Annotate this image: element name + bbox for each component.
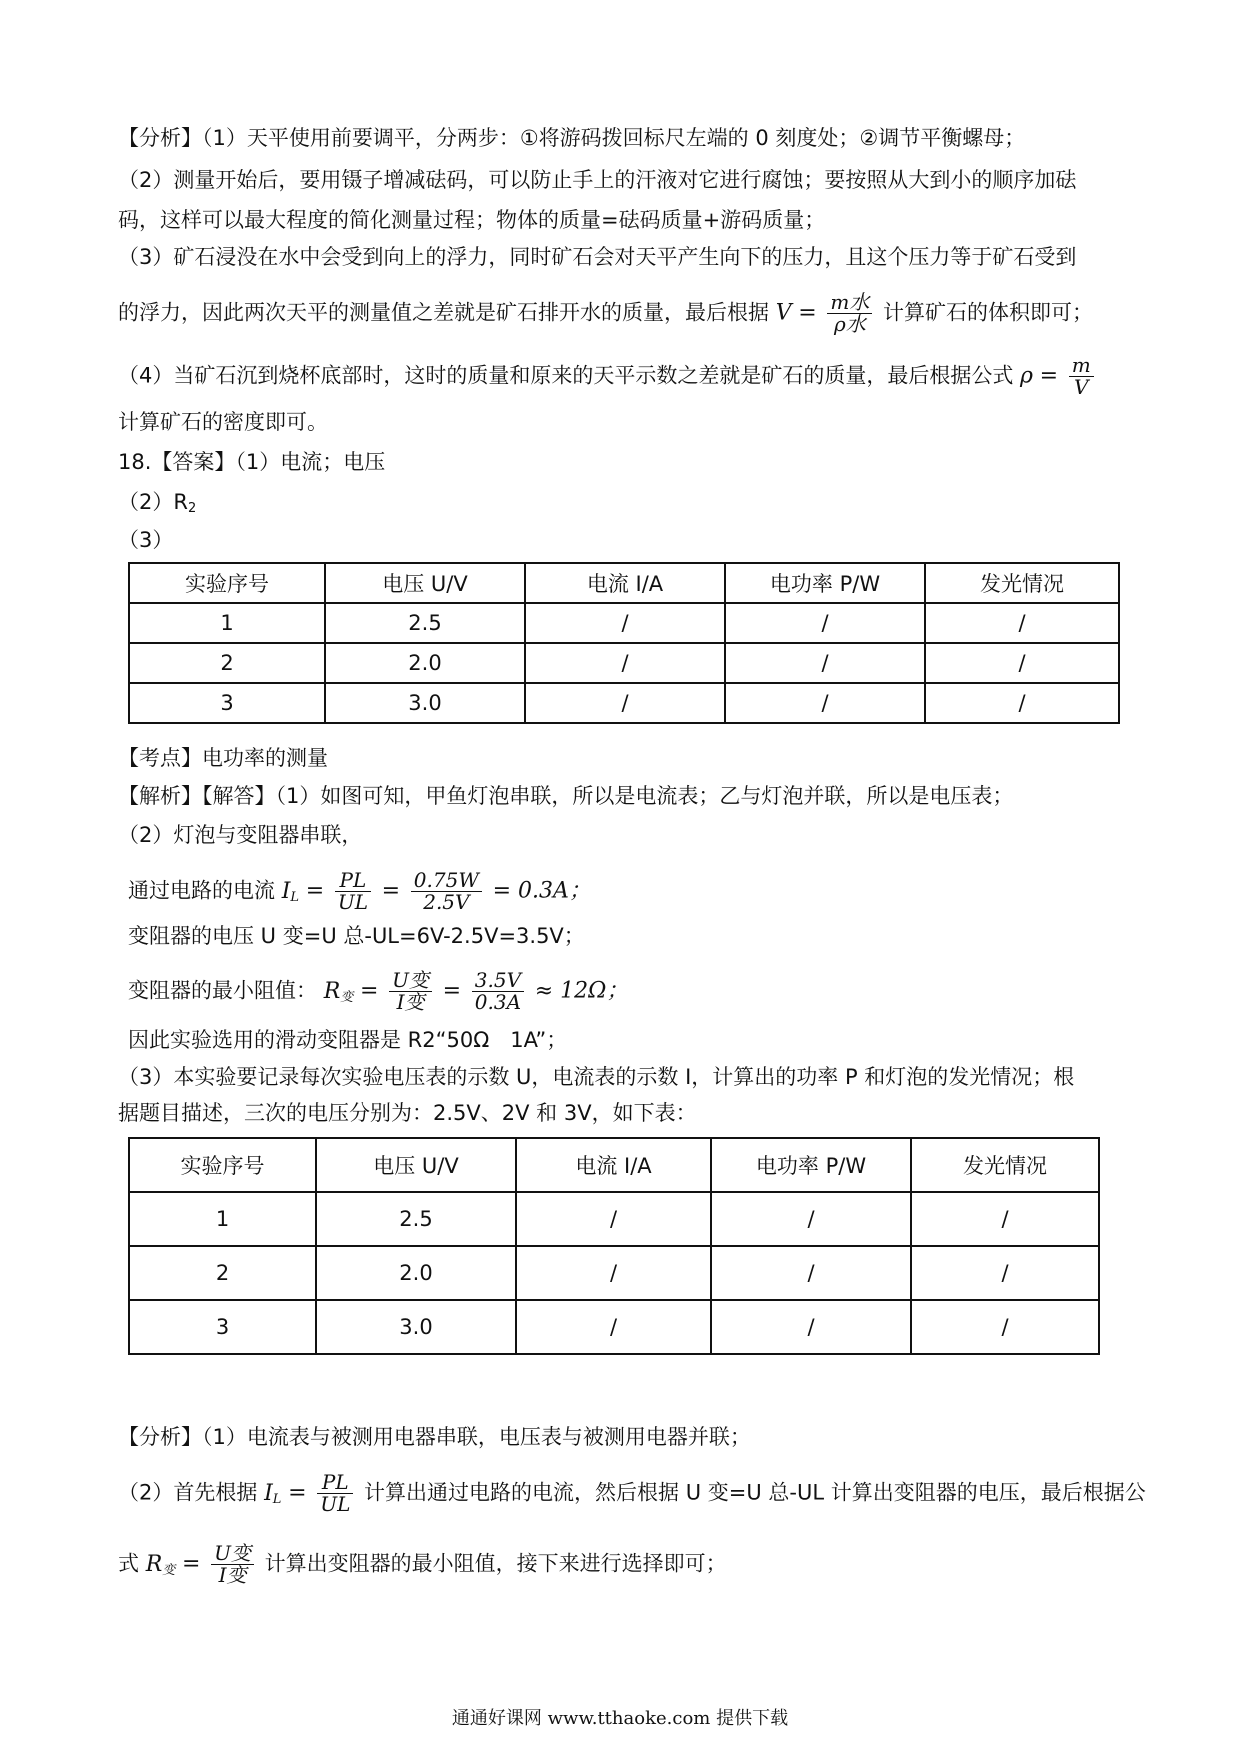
table-cell: /: [516, 1192, 711, 1246]
q18-part2: [118, 487, 196, 524]
table-cell: /: [711, 1192, 911, 1246]
q18-part3: （3）: [118, 528, 174, 552]
analysis-line-7: 计算矿石的密度即可。: [118, 410, 328, 434]
data-table-1: [128, 562, 1120, 724]
equals-sign: =: [181, 1551, 201, 1577]
equals-sign: =: [798, 300, 817, 326]
symbol-r: R: [145, 1551, 163, 1577]
fraction-denominator-rho-water: ρ水: [833, 312, 866, 336]
table-header-row: [129, 563, 1119, 603]
analysis-line-2: （2）测量开始后，要用镊子增减砝码，可以防止手上的汗液对它进行腐蚀；要按照从大到小的顺序加砝: [118, 168, 1077, 192]
table-cell: /: [525, 683, 725, 723]
volume-symbol: V: [775, 300, 792, 326]
equals-sign: =: [381, 878, 401, 904]
voltage-line: 变阻器的电压 U 变=U 总-UL=6V-2.5V=3.5V；: [128, 924, 585, 948]
table-cell: 3.0: [316, 1300, 516, 1354]
table-cell: /: [711, 1246, 911, 1300]
equals-sign: =: [442, 978, 462, 1004]
equals-sign: =: [305, 878, 325, 904]
value-fraction: [411, 870, 482, 913]
numerator-35v: 3.5V: [472, 970, 524, 992]
table-cell: /: [525, 643, 725, 683]
table-cell: /: [725, 603, 925, 643]
solution-part2: （2）灯泡与变阻器串联，: [118, 823, 363, 847]
analysis2-line-2: [118, 1472, 1146, 1515]
table-cell: /: [525, 603, 725, 643]
analysis2-line-2-text-a: （2）首先根据: [118, 1480, 258, 1505]
analysis-line-5: [118, 292, 1093, 335]
denominator-03a: 0.3A: [474, 990, 522, 1014]
current-formula-line: [128, 870, 591, 913]
table-header-cell: 电流 I/A: [516, 1138, 711, 1192]
page-footer: 通通好课网 www.tthaoke.com 提供下载: [451, 1708, 789, 1729]
analysis2-line-3: [118, 1543, 727, 1586]
equals-sign: =: [1039, 363, 1059, 389]
table-cell: 2.5: [325, 603, 525, 643]
table-cell: 2: [129, 643, 325, 683]
data-table-2: [128, 1137, 1100, 1355]
table-header-cell: 电压 U/V: [325, 563, 525, 603]
min-res-prefix: 变阻器的最小阻值：: [128, 978, 317, 1003]
table-cell: 1: [129, 1192, 316, 1246]
table-cell: /: [725, 643, 925, 683]
denominator-ul: UL: [337, 890, 368, 914]
table-header-cell: 实验序号: [129, 563, 325, 603]
table-row: [129, 1246, 1099, 1300]
table-header-cell: 实验序号: [129, 1138, 316, 1192]
table-header-cell: 电压 U/V: [316, 1138, 516, 1192]
part3-line-1: （3）本实验要记录每次实验电压表的示数 U，电流表的示数 I，计算出的功率 P 和灯泡的发光情况；根: [118, 1065, 1075, 1089]
table-cell: /: [911, 1300, 1099, 1354]
symbol-bian: 变: [162, 1562, 176, 1578]
part3-line-2: 据题目描述，三次的电压分别为：2.5V、2V 和 3V，如下表：: [118, 1101, 697, 1125]
current-prefix: 通过电路的电流: [128, 878, 275, 903]
table-cell: 3.0: [325, 683, 525, 723]
symbol-i: I: [281, 878, 291, 904]
table-header-cell: 发光情况: [925, 563, 1119, 603]
table-header-cell: 电功率 P/W: [711, 1138, 911, 1192]
analysis-line-4: （3）矿石浸没在水中会受到向上的浮力，同时矿石会对天平产生向下的压力，且这个压力等于矿石受到: [118, 245, 1077, 269]
analysis2-line-2-text-b: 计算出通过电路的电流，然后根据 U 变=U 总-UL 计算出变阻器的电压，最后根据公: [364, 1480, 1146, 1505]
table-cell: /: [725, 683, 925, 723]
table-cell: /: [925, 643, 1119, 683]
symbol-l: L: [290, 889, 300, 905]
analysis-line-6: [118, 355, 1098, 398]
fraction-denominator-v: V: [1074, 375, 1089, 399]
current-symbol: [282, 879, 299, 904]
density-symbol: ρ: [1020, 363, 1033, 389]
table-cell: /: [516, 1246, 711, 1300]
table-cell: /: [925, 683, 1119, 723]
rheostat-choice-line: 因此实验选用的滑动变阻器是 R2“50Ω 1A”；: [128, 1028, 568, 1052]
table-cell: 1: [129, 603, 325, 643]
numerator-pl: PL: [317, 1472, 353, 1494]
q18-part2-text: （2）R: [118, 490, 188, 514]
table-row: [129, 603, 1119, 643]
resistance-fraction: [389, 970, 432, 1013]
numerator-pl: PL: [335, 870, 371, 892]
analysis2-line-3-text-b: 计算出变阻器的最小阻值，接下来进行选择即可；: [264, 1551, 727, 1576]
resistance-value-fraction: [472, 970, 524, 1013]
table-cell: /: [925, 603, 1119, 643]
resistance-symbol: [324, 979, 354, 1004]
current-symbol: [264, 1481, 281, 1506]
table-row: [129, 683, 1119, 723]
fraction-numerator-m: m: [1069, 355, 1094, 377]
equals-sign: =: [288, 1480, 307, 1506]
density-fraction: [1069, 355, 1094, 398]
analysis-line-3: 码，这样可以最大程度的简化测量过程；物体的质量=砝码质量+游码质量；: [118, 208, 826, 232]
denominator-ibian: I变: [218, 1563, 247, 1587]
table-row: [129, 643, 1119, 683]
denominator-ibian: I变: [396, 990, 425, 1014]
analysis2-line-1: 【分析】（1）电流表与被测用电器串联，电压表与被测用电器并联；: [118, 1425, 751, 1449]
analysis2-line-3-text-a: 式: [118, 1551, 139, 1576]
table-cell: /: [911, 1192, 1099, 1246]
numerator-ubian: U变: [389, 970, 432, 992]
jiexi-line: 【解析】【解答】（1）如图可知，甲鱼灯泡串联，所以是电流表；乙与灯泡并联，所以是电压表；: [118, 784, 1014, 808]
table-cell: /: [516, 1300, 711, 1354]
fraction-numerator-m-water: m水: [827, 292, 872, 314]
min-res-result: ≈ 12Ω；: [534, 978, 629, 1004]
kaodian-line: 【考点】电功率的测量: [118, 746, 328, 770]
resistance-symbol: [146, 1552, 176, 1577]
table-header-cell: 发光情况: [911, 1138, 1099, 1192]
table-cell: /: [911, 1246, 1099, 1300]
table-row: [129, 1300, 1099, 1354]
table-cell: 2: [129, 1246, 316, 1300]
q18-part2-sub: 2: [187, 501, 197, 516]
table-header-cell: 电功率 P/W: [725, 563, 925, 603]
power-voltage-fraction: [335, 870, 371, 913]
analysis-line-6-text: （4）当矿石沉到烧杯底部时，这时的质量和原来的天平示数之差就是矿石的质量，最后根据公式: [118, 363, 1014, 388]
table-cell: 2.5: [316, 1192, 516, 1246]
analysis-line-5-text-b: 计算矿石的体积即可；: [883, 300, 1094, 325]
equals-sign: =: [359, 978, 379, 1004]
current-result: = 0.3A；: [492, 878, 591, 904]
table-cell: 2.0: [325, 643, 525, 683]
volume-fraction: [827, 292, 872, 335]
table-header-cell: 电流 I/A: [525, 563, 725, 603]
denominator-25v: 2.5V: [423, 890, 470, 914]
symbol-r: R: [323, 978, 341, 1004]
numerator-075w: 0.75W: [411, 870, 482, 892]
symbol-bian: 变: [340, 989, 354, 1005]
table-cell: 2.0: [316, 1246, 516, 1300]
analysis-line-1: 【分析】（1）天平使用前要调平，分两步：①将游码拨回标尺左端的 0 刻度处；②调节平衡螺母；: [118, 126, 1026, 150]
table-header-row: [129, 1138, 1099, 1192]
symbol-l: L: [272, 1491, 282, 1507]
resistance-fraction: [211, 1543, 254, 1586]
numerator-ubian: U变: [211, 1543, 254, 1565]
table-cell: 3: [129, 1300, 316, 1354]
table-row: [129, 1192, 1099, 1246]
power-voltage-fraction: [317, 1472, 353, 1515]
analysis-line-5-text-a: 的浮力，因此两次天平的测量值之差就是矿石排开水的质量，最后根据: [118, 300, 769, 325]
table-cell: 3: [129, 683, 325, 723]
symbol-i: I: [264, 1480, 273, 1506]
q18-answer: 18.【答案】（1）电流；电压: [118, 450, 386, 474]
table-cell: /: [711, 1300, 911, 1354]
denominator-ul: UL: [320, 1492, 351, 1516]
min-resistance-line: [128, 970, 628, 1013]
